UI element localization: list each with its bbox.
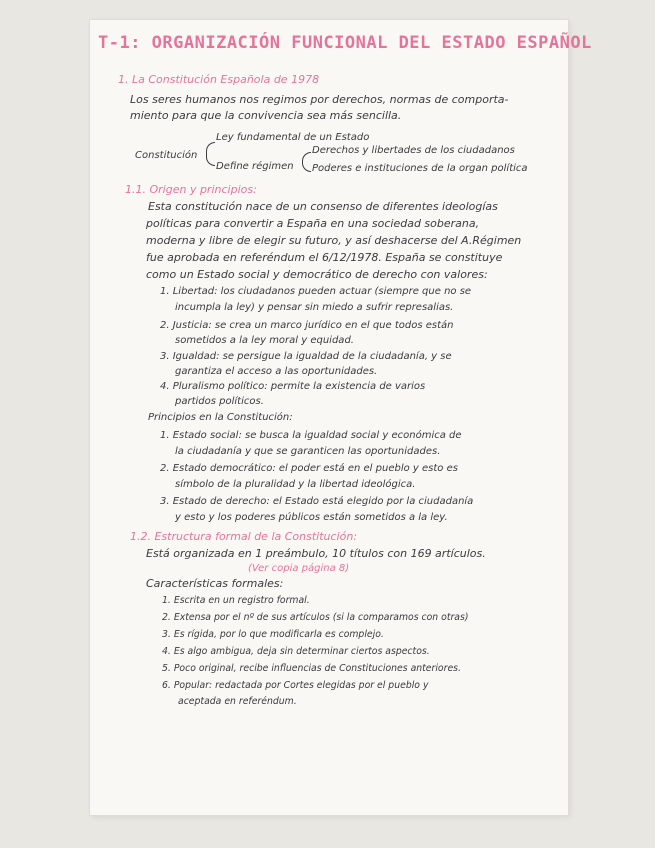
value-item: incumpla la ley) y pensar sin miedo a sufrir represalias. bbox=[175, 302, 454, 313]
paragraph-line: fue aprobada en referéndum el 6/12/1978. España se constituye bbox=[146, 251, 503, 264]
principle-item: y esto y los poderes públicos están sometidos a la ley. bbox=[175, 512, 448, 523]
characteristic-item: 1. Escrita en un registro formal. bbox=[162, 595, 310, 606]
value-item: 3. Igualdad: se persigue la igualdad de la ciudadanía, y se bbox=[160, 351, 452, 362]
diagram-sub2: Poderes e instituciones de la organ política bbox=[312, 163, 528, 174]
page-note: (Ver copia página 8) bbox=[248, 563, 350, 574]
page-title: T-1: ORGANIZACIÓN FUNCIONAL DEL ESTADO ESPAÑOL bbox=[98, 33, 592, 53]
characteristic-item: aceptada en referéndum. bbox=[178, 696, 297, 707]
characteristic-item: 4. Es algo ambigua, deja sin determinar ciertos aspectos. bbox=[162, 646, 430, 657]
characteristics-heading: Características formales: bbox=[146, 577, 284, 590]
paragraph-line: como un Estado social y democrático de derecho con valores: bbox=[146, 268, 488, 281]
principle-item: 3. Estado de derecho: el Estado está elegido por la ciudadanía bbox=[160, 496, 474, 507]
value-item: 2. Justicia: se crea un marco jurídico en el que todos están bbox=[160, 320, 454, 331]
principle-item: símbolo de la pluralidad y la libertad ideológica. bbox=[175, 479, 416, 490]
paragraph-line: políticas para convertir a España en una sociedad soberana, bbox=[146, 217, 480, 230]
principle-item: la ciudadanía y que se garanticen las oportunidades. bbox=[175, 446, 441, 457]
value-item: 4. Pluralismo político: permite la existencia de varios bbox=[160, 381, 426, 392]
principle-item: 1. Estado social: se busca la igualdad social y económica de bbox=[160, 430, 462, 441]
paragraph-line: Esta constitución nace de un consenso de diferentes ideologías bbox=[148, 200, 498, 213]
intro-line: Los seres humanos nos regimos por derechos, normas de comporta- bbox=[130, 93, 509, 106]
diagram-root: Constitución bbox=[135, 150, 198, 161]
paragraph-line: moderna y libre de elegir su futuro, y así deshacerse del A.Régimen bbox=[146, 234, 522, 247]
intro-line: miento para que la convivencia sea más sencilla. bbox=[130, 109, 402, 122]
diagram-top: Ley fundamental de un Estado bbox=[216, 132, 370, 143]
diagram-sub1: Derechos y libertades de los ciudadanos bbox=[312, 145, 515, 156]
characteristic-item: 5. Poco original, recibe influencias de Constituciones anteriores. bbox=[162, 663, 461, 674]
structure-line: Está organizada en 1 preámbulo, 10 títulos con 169 artículos. bbox=[146, 547, 486, 560]
diagram-brace-2 bbox=[302, 152, 311, 172]
value-item: sometidos a la ley moral y equidad. bbox=[175, 335, 354, 346]
principle-item: 2. Estado democrático: el poder está en el pueblo y esto es bbox=[160, 463, 458, 474]
diagram-brace bbox=[206, 142, 215, 166]
diagram-bottom: Define régimen bbox=[216, 161, 294, 172]
value-item: 1. Libertad: los ciudadanos pueden actuar (siempre que no se bbox=[160, 286, 472, 297]
section-1-2-heading: 1.2. Estructura formal de la Constitución: bbox=[130, 530, 358, 543]
value-item: partidos políticos. bbox=[175, 396, 264, 407]
section-1-1-heading: 1.1. Origen y principios: bbox=[125, 183, 257, 196]
characteristic-item: 3. Es rígida, por lo que modificarla es complejo. bbox=[162, 629, 384, 640]
principles-heading: Principios en la Constitución: bbox=[148, 412, 293, 423]
characteristic-item: 6. Popular: redactada por Cortes elegidas por el pueblo y bbox=[162, 680, 429, 691]
characteristic-item: 2. Extensa por el nº de sus artículos (si la comparamos con otras) bbox=[162, 612, 469, 623]
value-item: garantiza el acceso a las oportunidades. bbox=[175, 366, 378, 377]
section-1-heading: 1. La Constitución Española de 1978 bbox=[118, 73, 320, 86]
